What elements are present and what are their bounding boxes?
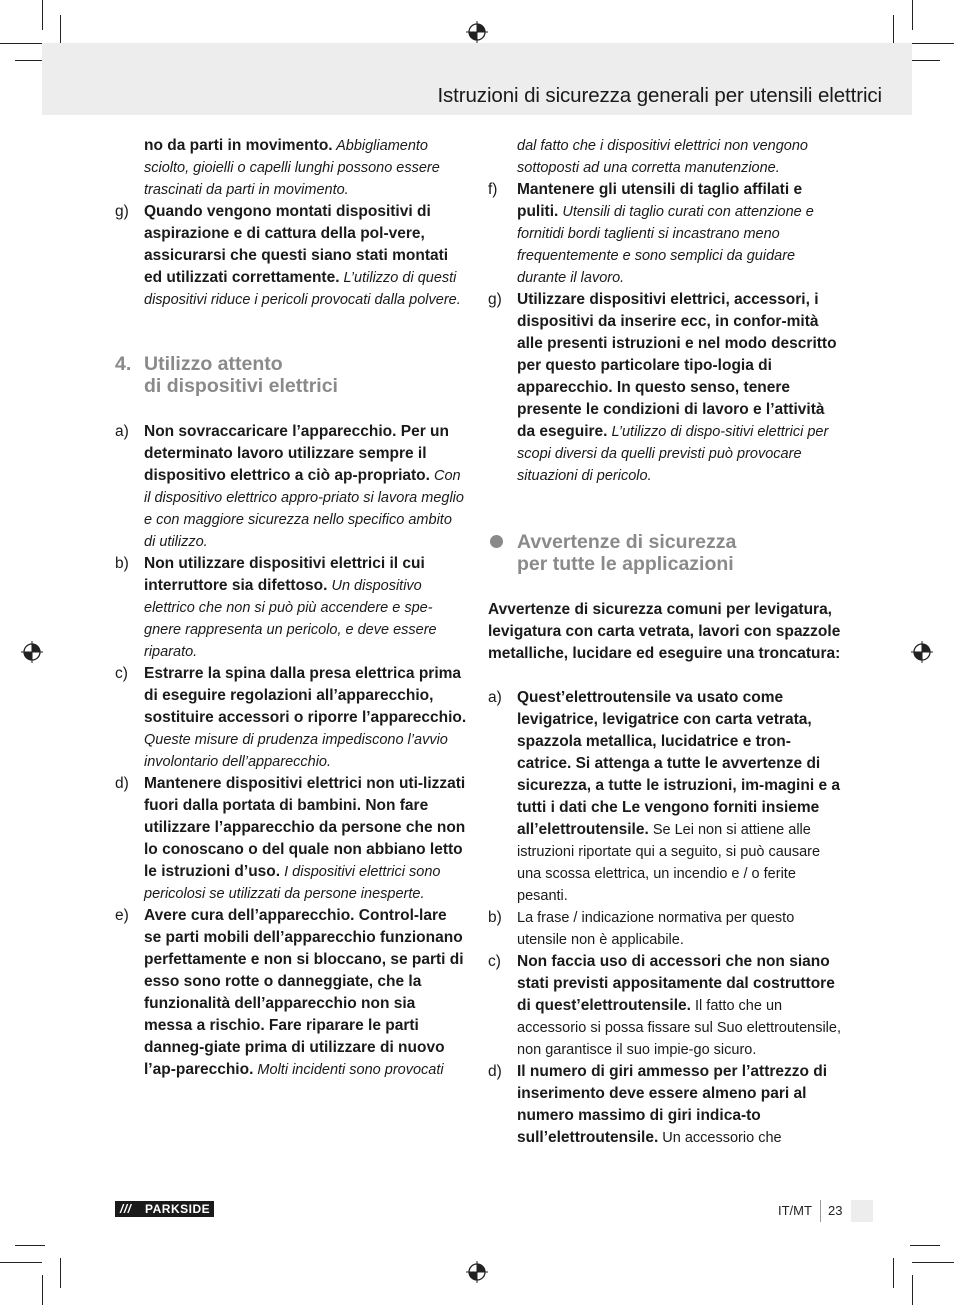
item-label: g) xyxy=(115,203,129,220)
list-item xyxy=(115,421,467,553)
section-title-line1: Utilizzo attento xyxy=(144,353,283,375)
item-text: Se Lei non si attiene alle istruzioni riportate qui a seguito, si può causare una scossa elettrica, un incendio e / o ferite pesanti. xyxy=(517,822,821,904)
footer-tab xyxy=(851,1200,873,1222)
list-item xyxy=(115,553,467,663)
list-item xyxy=(115,905,467,1081)
page-number: 23 xyxy=(828,1203,843,1218)
item-label: b) xyxy=(115,555,129,572)
item-bold-text: Il numero di giri ammesso per l’attrezzo di inserimento deve essere almeno pari al numero massimo di giri indica-to sull’elettroutensile. xyxy=(517,1063,828,1146)
crop-mark xyxy=(912,0,913,30)
crop-mark xyxy=(912,1262,954,1263)
crop-mark xyxy=(912,1275,913,1305)
list-item xyxy=(488,289,842,487)
item-label: c) xyxy=(488,953,501,970)
list-item xyxy=(488,951,842,1061)
item-text: Un dispositivo elettrico che non si può più accendere e spe-gnere rappresenta un pericolo, e deve essere riparato. xyxy=(144,578,437,660)
crop-mark xyxy=(15,1245,45,1246)
crop-mark xyxy=(42,1275,43,1305)
logo-slashes: /// xyxy=(120,1202,132,1216)
crop-mark xyxy=(15,60,45,61)
section-number: 4. xyxy=(115,353,132,375)
item-label: f) xyxy=(488,181,498,198)
section-heading xyxy=(488,531,842,575)
item-bold-text: Non faccia uso di accessori che non siano stati previsti appositamente dal costruttore di quest’elettroutensile. xyxy=(517,953,835,1014)
crop-mark xyxy=(893,1258,894,1288)
registration-mark-icon xyxy=(466,21,488,43)
item-bold-text: Utilizzare dispositivi elettrici, accessori, i dispositivi da inserire ecc, in confor-mità alle presenti istruzioni e nel modo descritto per questo particolare tipo-logia di apparecchio. In questo senso, tenere presente le condizioni di lavoro e l’attività da eseguire. xyxy=(517,291,837,440)
item-text: L’utilizzo di dispo-sitivi elettrici per scopi diversi da quelli previsti può provocare situazioni di pericolo. xyxy=(517,424,829,484)
continued-item xyxy=(115,135,467,201)
item-bold-text: Quando vengono montati dispositivi di aspirazione e di cattura della pol-vere, assicurarsi che questi siano stati montati ed utilizzati correttamente. xyxy=(144,203,449,286)
crop-mark xyxy=(0,43,42,44)
section-title-line2: per tutte le applicazioni xyxy=(517,553,734,575)
page-title: Istruzioni di sicurezza generali per utensili elettrici xyxy=(437,84,882,107)
crop-mark xyxy=(910,1245,940,1246)
item-bold-text: Mantenere dispositivi elettrici non uti-lizzati fuori dalla portata di bambini. Non fare utilizzare l’apparecchio da persone che non lo conoscano o del quale non abbiano letto le istruzioni d’uso. xyxy=(144,775,466,880)
item-label: a) xyxy=(115,423,129,440)
list-item xyxy=(488,907,842,951)
bullet-dot-icon xyxy=(490,535,503,548)
footer-divider xyxy=(820,1200,821,1222)
list-item xyxy=(488,1061,842,1149)
crop-mark xyxy=(0,1262,42,1263)
item-label: b) xyxy=(488,909,502,926)
language-code: IT/MT xyxy=(778,1203,812,1218)
item-bold-text: Avere cura dell’apparecchio. Control-lare se parti mobili dell’apparecchio funzionano perfettamente e non si bloccano, se parti di esso sono rotte o danneggiate, che la funzionalità dell’apparecchio non sia messa a rischio. Fare riparare le parti danneg-giate prima di utilizzare di nuovo l’ap-parecchio. xyxy=(144,907,464,1078)
registration-mark-icon xyxy=(911,641,933,663)
continued-item xyxy=(488,135,842,179)
registration-mark-icon xyxy=(466,1261,488,1283)
section-title-line1: Avvertenze di sicurezza xyxy=(517,531,737,553)
logo-brand-name: PARKSIDE xyxy=(145,1202,211,1216)
intro-paragraph: Avvertenze di sicurezza comuni per levigatura, levigatura con carta vetrata, lavori con spazzole metalliche, lucidare ed eseguire una troncatura: xyxy=(488,601,841,662)
item-text: Abbigliamento sciolto, gioielli o capelli lunghi possono essere trascinati da parti in movimento. xyxy=(144,138,440,198)
item-bold-text: Non utilizzare dispositivi elettrici il cui interruttore sia difettoso. xyxy=(144,555,425,594)
list-item xyxy=(115,773,467,905)
item-text: Con il dispositivo elettrico appro-priato si lavora meglio e con maggiore sicurezza nello specifico ambito di utilizzo. xyxy=(144,468,464,550)
crop-mark xyxy=(893,15,894,45)
section-heading xyxy=(115,353,467,397)
item-bold-text: Mantenere gli utensili di taglio affilati e puliti. xyxy=(517,181,803,220)
list-item xyxy=(488,179,842,289)
item-text: dal fatto che i dispositivi elettrici non vengono sottoposti ad una corretta manutenzione. xyxy=(517,138,808,176)
item-label: a) xyxy=(488,689,502,706)
item-label: e) xyxy=(115,907,129,924)
item-bold-text: Estrarre la spina dalla presa elettrica prima di eseguire regolazioni all’apparecchio, sostituire accessori o riporre l’apparecchio. xyxy=(144,665,467,726)
list-item xyxy=(488,687,842,907)
item-text: L’utilizzo di questi dispositivi riduce i pericoli provocati dalla polvere. xyxy=(144,270,461,308)
list-item xyxy=(115,663,467,773)
crop-mark xyxy=(910,60,940,61)
item-label: d) xyxy=(115,775,129,792)
crop-mark xyxy=(912,43,954,44)
item-label: c) xyxy=(115,665,128,682)
item-bold-text: Quest’elettroutensile va usato come levigatrice, levigatrice con carta vetrata, spazzola metallica, lucidatrice e tron-catrice. Si attenga a tutte le avvertenze di sicurezza, a tutte le istruzioni, im-magini e a tutti i dati che Le vengono forniti insieme all’elettroutensile. xyxy=(517,689,840,838)
crop-mark xyxy=(60,15,61,45)
registration-mark-icon xyxy=(21,641,43,663)
item-text: Molti incidenti sono provocati xyxy=(253,1062,444,1078)
item-bold-text: Non sovraccaricare l’apparecchio. Per un determinato lavoro utilizzare sempre il dispositivo elettrico a ciò ap-propriato. xyxy=(144,423,449,484)
item-text: Utensili di taglio curati con attenzione e fornitidi bordi taglienti si incastrano meno frequentemente e sono semplici da guidare durante il lavoro. xyxy=(517,204,814,286)
left-column xyxy=(115,135,467,1081)
right-column xyxy=(488,135,842,1149)
item-text: Un accessorio che xyxy=(658,1130,782,1146)
item-text: I dispositivi elettrici sono pericolosi se utilizzati da persone inesperte. xyxy=(144,864,441,902)
crop-mark xyxy=(60,1258,61,1288)
item-label: g) xyxy=(488,291,502,308)
section-title-line2: di dispositivi elettrici xyxy=(144,375,338,397)
item-bold-text: no da parti in movimento. xyxy=(144,137,333,154)
crop-mark xyxy=(42,0,43,30)
item-text: Queste misure di prudenza impediscono l’avvio involontario dell’apparecchio. xyxy=(144,732,448,770)
item-text: La frase / indicazione normativa per questo utensile non è applicabile. xyxy=(517,910,795,948)
item-text: Il fatto che un accessorio si possa fissare sul Suo elettroutensile, non garantisce il suo impie-go sicuro. xyxy=(517,998,841,1058)
parkside-logo xyxy=(115,1201,214,1217)
item-label: d) xyxy=(488,1063,502,1080)
list-item xyxy=(115,201,467,311)
